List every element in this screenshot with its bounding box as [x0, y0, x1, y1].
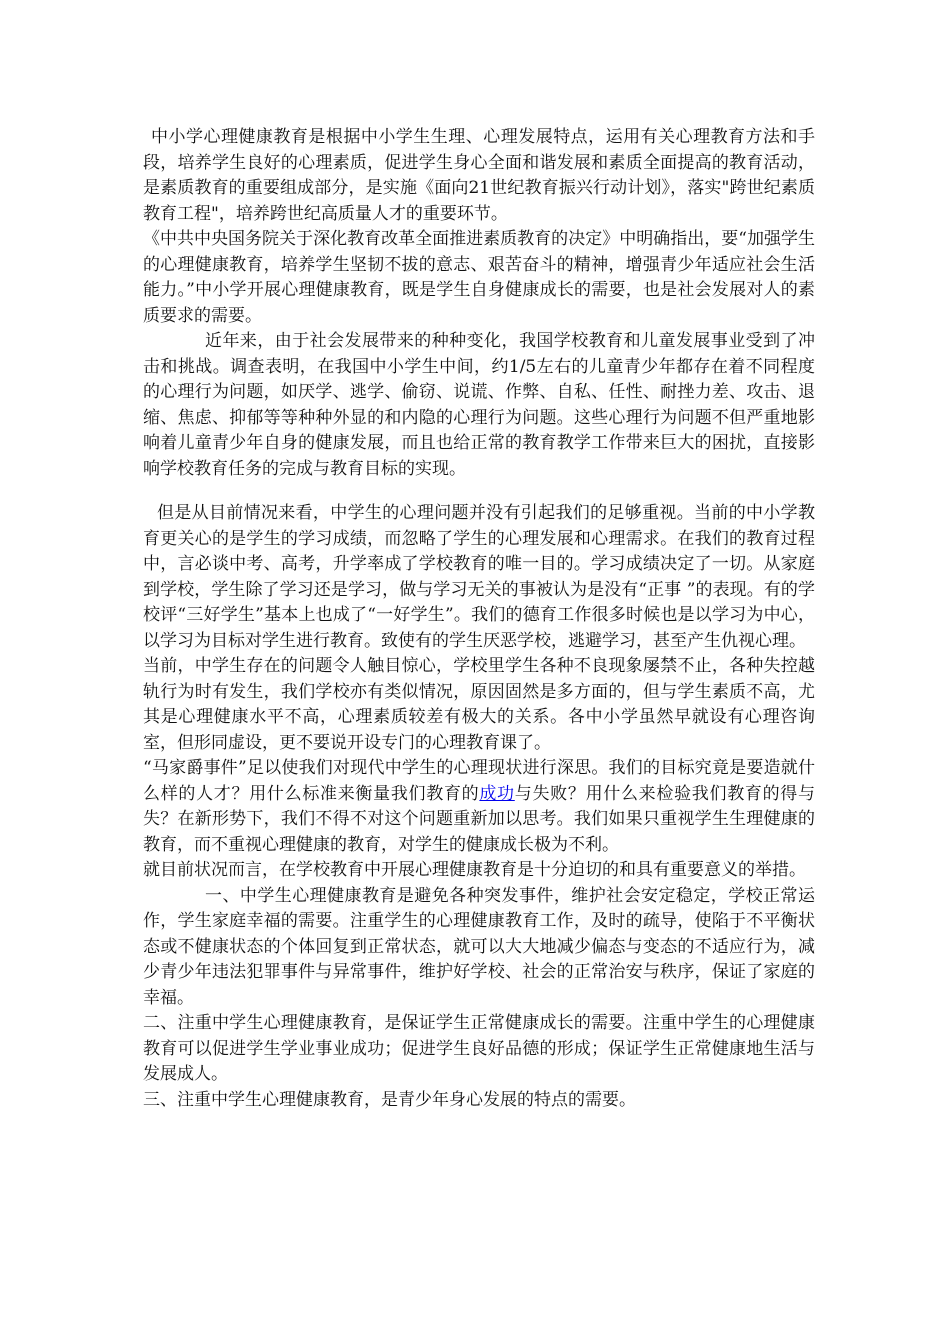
paragraph-urgency: 就目前状况而言，在学校教育中开展心理健康教育是十分迫切的和具有重要意义的举措。	[143, 860, 806, 880]
paragraph-ma-jiajue	[143, 756, 815, 858]
paragraph-point-two: 二、注重中学生心理健康教育，是保证学生正常健康成长的需要。注重中学生的心理健康教育可以促进学生学业事业成功；促进学生良好品德的形成；保证学生正常健康地生活与发展成人。	[143, 1013, 815, 1084]
paragraph-text-part: 与失败？用什么来检验我们教育的得与失？在新形势下，我们不得不对这个问题重新加以思考。我们如果只重视学生生理健康的教育，而不重视心理健康的教育，对学生的健康成长极为不利。	[143, 783, 816, 855]
paragraph-point-one: 一、中学生心理健康教育是避免各种突发事件，维护社会安定稳定，学校正常运作，学生家庭幸福的需要。注重学生的心理健康教育工作，及时的疏导，使陷于不平衡状态或不健康状态的个体回复到正常状态，就可以大大地减少偏态与变态的不适应行为，减少青少年违法犯罪事件与异常事件，维护好学校、社会的正常治安与秩序，保证了家庭的幸福。	[143, 885, 815, 1008]
paragraph-problems: 当前，中学生存在的问题令人触目惊心，学校里学生各种不良现象屡禁不止，各种失控越轨行为时有发生，我们学校亦有类似情况，原因固然是多方面的，但与学生素质不高，尤其是心理健康水平不高，心理素质较差有极大的关系。各中小学虽然早就设有心理咨询室，但形同虚设，更不要说开设专门的心理教育课了。	[143, 656, 815, 753]
paragraph-gap	[143, 482, 815, 501]
paragraph-text-part: “马家爵事件”足以使我们对现代中学生的心理现状进行深思。我们的目标究竟是要造就什么样的人才？用什么标准来衡量我们教育的	[143, 758, 815, 804]
paragraph-current-situation: 但是从目前情况来看，中学生的心理问题并没有引起我们的足够重视。当前的中小学教育更关心的是学生的学习成绩，而忽略了学生的心理发展和心理需求。在我们的教育过程中，言必谈中考、高考，升学率成了学校教育的唯一目的。学习成绩决定了一切。从家庭到学校，学生除了学习还是学习，做与学习无关的事被认为是没有“正事 ”的表现。有的学校评“三好学生”基本上也成了“一好学生”。我们的德育工作很多时候也是以学习为中心，以学习为目标对学生进行教育。致使有的学生厌恶学校，逃避学习，甚至产生仇视心理。	[143, 503, 815, 651]
paragraph-decision: 《中共中央国务院关于深化教育改革全面推进素质教育的决定》中明确指出，要“加强学生的心理健康教育，培养学生坚韧不拔的意志、艰苦奋斗的精神，增强青少年适应社会生活能力。”中小学开展心理健康教育，既是学生自身健康成长的需要，也是社会发展对人的素质要求的需要。	[143, 229, 815, 326]
success-link[interactable]: 成功	[479, 783, 515, 804]
document-body	[143, 125, 815, 1113]
paragraph-intro: 中小学心理健康教育是根据中小学生生理、心理发展特点，运用有关心理教育方法和手段，培养学生良好的心理素质，促进学生身心全面和谐发展和素质全面提高的教育活动，是素质教育的重要组成部分，是实施《面向21世纪教育振兴行动计划》，落实"跨世纪素质教育工程"，培养跨世纪高质量人才的重要环节。	[143, 127, 815, 224]
paragraph-point-three: 三、注重中学生心理健康教育，是青少年身心发展的特点的需要。	[143, 1089, 636, 1110]
paragraph-recent-years: 近年来，由于社会发展带来的种种变化，我国学校教育和儿童发展事业受到了冲击和挑战。调查表明，在我国中小学生中间，约1/5左右的儿童青少年都存在着不同程度的心理行为问题，如厌学、逃学、偷窃、说谎、作弊、自私、任性、耐挫力差、攻击、退缩、焦虑、抑郁等等种种外显的和内隐的心理行为问题。这些心理行为问题不但严重地影响着儿童青少年自身的健康发展，而且也给正常的教育教学工作带来巨大的困扰，直接影响学校教育任务的完成与教育目标的实现。	[143, 331, 815, 479]
